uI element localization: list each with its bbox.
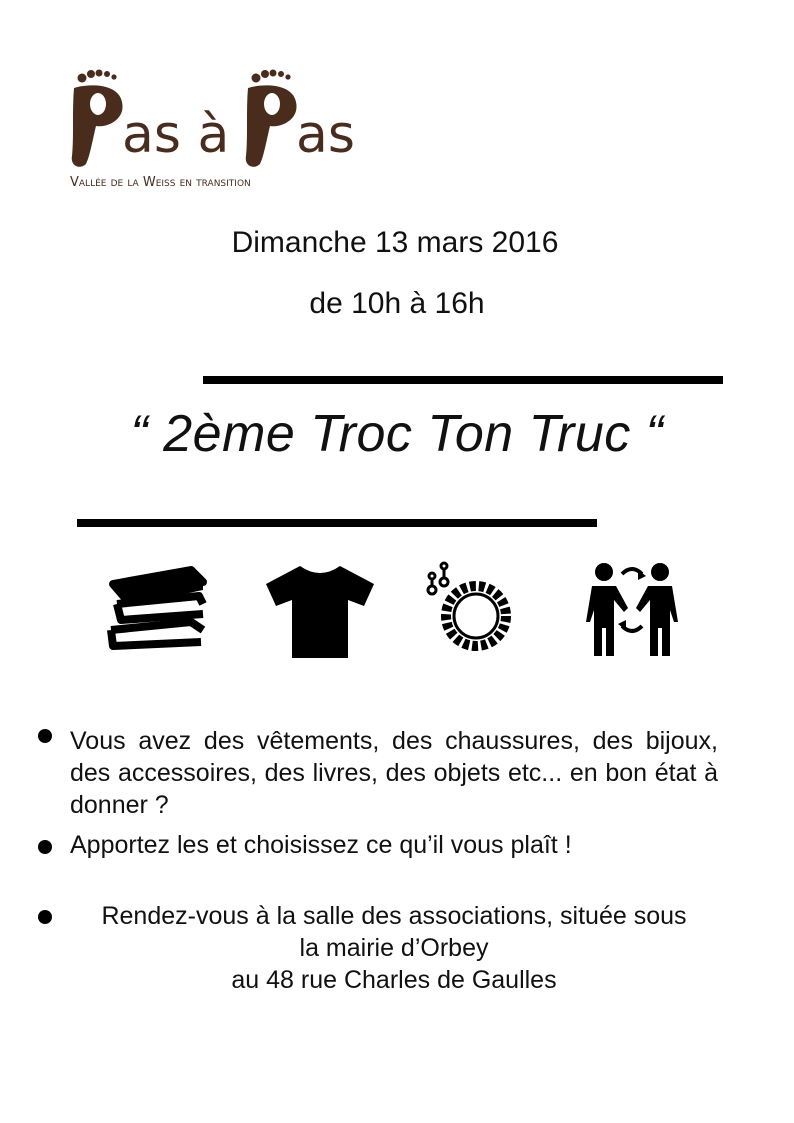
bullet-dot xyxy=(38,729,52,743)
bullet-dot xyxy=(38,840,52,854)
books-icon xyxy=(103,560,213,660)
divider-top xyxy=(203,376,723,384)
bullet-text-location xyxy=(70,900,718,996)
location-line-1: Rendez-vous à la salle des associations, située sous xyxy=(101,902,687,930)
event-hours: de 10h à 16h xyxy=(309,287,485,320)
bullet-dot xyxy=(38,910,52,924)
necklace-icon xyxy=(424,560,520,660)
logo-text-as-a: as à xyxy=(122,105,230,165)
tshirt-icon xyxy=(264,560,376,660)
divider-bottom xyxy=(77,519,597,527)
bullet-text-items-to-give: Vous avez des vêtements, des chaussures, des bijoux, des accessoires, des livres, des objets etc... en bon état à donner ? xyxy=(70,727,718,819)
location-line-3: au 48 rue Charles de Gaulles xyxy=(231,966,557,994)
event-title: “ 2ème Troc Ton Truc “ xyxy=(130,405,664,463)
exchange-icon xyxy=(586,560,678,660)
location-line-2: la mairie d’Orbey xyxy=(299,934,489,962)
pas-a-pas-logo xyxy=(66,66,356,196)
logo xyxy=(66,66,356,196)
bullet-text-bring-and-choose: Apportez les et choisissez ce qu’il vous plaît ! xyxy=(70,831,572,859)
logo-subtitle: Vallée de la Weiss en transition xyxy=(70,175,251,190)
logo-text-as: as xyxy=(296,105,355,165)
event-date: Dimanche 13 mars 2016 xyxy=(231,226,559,259)
